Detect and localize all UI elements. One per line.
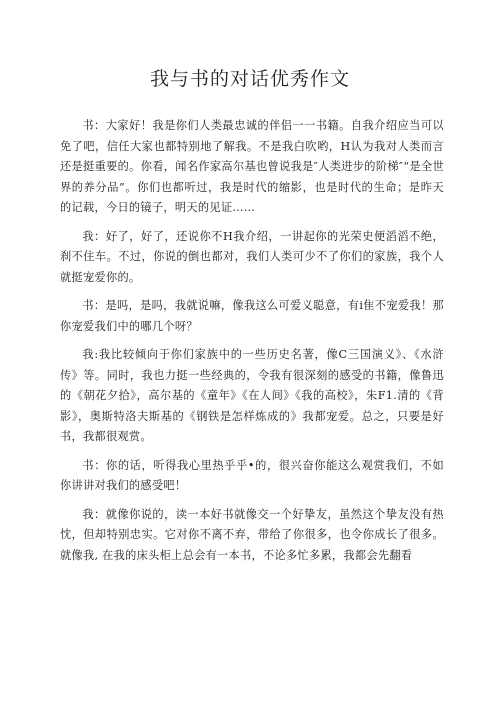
document-body	[60, 116, 444, 574]
paragraph-me-feelings: 我：就像你说的，读一本好书就像交一个好挚友，虽然这个挚友没有热忱，但却特别忠实。它对你不离不弃，带给了你很多，也令你成长了很多。就像我, 在我的床头柜上总会有一本书，不论多忙多累，我都会先翻看	[60, 507, 444, 562]
paragraph-me-reply-1: 我：好了，好了，还说你不H我介绍，一讲起你的光荣史便滔滔不绝，刹不住车。不过，你说的倒也都对，我们人类可少不了你们的家族，我个人就挺宠爱你的。	[60, 229, 444, 284]
paragraph-book-request: 书：你的话，听得我心里热乎乎•的，很兴奋你能这么观赏我们，不如你讲讲对我们的感受吧！	[60, 458, 444, 492]
paragraph-book-intro: 书：大家好！我是你们人类最忠诚的伴侣一一书籍。自我介绍应当可以免了吧，信任大家也都特别地了解我。不是我白吹哟，H认为我对人类而言还是挺重要的。你看，闻名作家高尔基也曾说我是″人类进步的阶梯″“是全世界的养分品”。你们也都听过，我是时代的缩影，也是时代的生命；是昨天的记载，今日的镜子，明天的见证……	[60, 119, 444, 214]
document-title: 我与书的对话优秀作文	[149, 68, 350, 90]
paragraph-me-favorites: 我:我比较倾向于你们家族中的一些历史名著，像C三国演义》、《水浒传》等。同时，我也力挺一些经典的，令我有很深刻的感受的书籍，像鲁迅的《朝花夕拾》，高尔基的《童年》《在人间》《我的高校》，朱F1.清的《背影》，奥斯特洛夫斯基的《钢铁是怎样炼成的》我都宠爱。总之，只要是好书，我都很观赏。	[60, 348, 444, 443]
paragraph-book-question: 书：是吗，是吗，我就说嘛，像我这么可爱义聪意，有i隹不宠爱我！那你宠爱我们中的哪几个呀？	[60, 299, 444, 333]
